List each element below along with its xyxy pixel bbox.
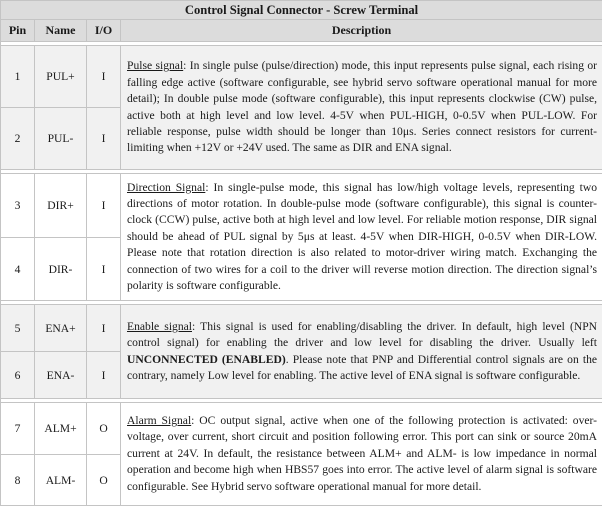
name-cell: ENA+ — [35, 305, 87, 352]
signal-description: : OC output signal, active when one of the following protection is activated: over-voltage, over current, short circuit and position following error. This port can sink or source 20mA current at 24V. In default, the resistance between ALM+ and ALM- is low impedance in normal operation and become high when HBS57 goes into error. The active level of alarm signal is software configurable. See Hybrid servo software operational manual for more detail. — [127, 413, 598, 493]
pin-cell: 4 — [1, 238, 35, 301]
name-cell: DIR+ — [35, 174, 87, 238]
io-cell: I — [87, 108, 121, 170]
table-row — [1, 174, 602, 238]
name-cell: PUL- — [35, 108, 87, 170]
pin-cell: 8 — [1, 455, 35, 506]
io-cell: I — [87, 238, 121, 301]
table-row — [1, 403, 602, 455]
pin-cell: 1 — [1, 46, 35, 108]
signal-label: Direction Signal — [127, 180, 206, 194]
signal-label: Alarm Signal — [127, 413, 192, 427]
signal-description: : This signal is used for enabling/disabling the driver. In default, high level (NPN control signal) for enabling the driver and low level for disabling the driver. Usually left — [127, 319, 598, 350]
pin-cell: 7 — [1, 403, 35, 455]
signal-description: : In single pulse (pulse/direction) mode, this input represents pulse signal, each rising or falling edge active (software configurable, see hybrid servo software operational manual for more detail); In double pulse mode (software configurable), this input represents clockwise (CW) pulse, active both at high level and low level. 4-5V when PUL-HIGH, 0-0.5V when PUL-LOW. For reliable response, pulse width should be longer than 10μs. Series connect resistors for current-limiting when +12V or +24V used. The same as DIR and ENA signal. — [127, 59, 598, 155]
header-io: I/O — [87, 20, 121, 42]
signal-emphasis: UNCONNECTED (ENABLED) — [127, 352, 286, 366]
description-cell — [121, 403, 602, 506]
name-cell: DIR- — [35, 238, 87, 301]
header-row — [1, 20, 602, 42]
description-cell — [121, 174, 602, 301]
signal-label: Enable signal — [127, 319, 192, 333]
pin-cell: 2 — [1, 108, 35, 170]
io-cell: O — [87, 403, 121, 455]
pin-cell: 6 — [1, 352, 35, 399]
table-row — [1, 46, 602, 108]
signal-description-cont: . Please note that PNP and Differential control signals are on the contrary, namely Low level for enabling. The active level of ENA signal is software configurable. — [127, 352, 598, 382]
pin-cell: 3 — [1, 174, 35, 238]
pin-cell: 5 — [1, 305, 35, 352]
table-title-row — [1, 1, 602, 20]
name-cell: ALM- — [35, 455, 87, 506]
header-name: Name — [35, 20, 87, 42]
io-cell: I — [87, 174, 121, 238]
table-row — [1, 305, 602, 352]
header-description: Description — [121, 20, 602, 42]
table-title: Control Signal Connector - Screw Terminal — [1, 1, 602, 20]
io-cell: I — [87, 305, 121, 352]
header-pin: Pin — [1, 20, 35, 42]
io-cell: I — [87, 352, 121, 399]
signal-label: Pulse signal — [127, 59, 184, 73]
description-cell — [121, 305, 602, 399]
description-cell — [121, 46, 602, 170]
io-cell: O — [87, 455, 121, 506]
name-cell: ALM+ — [35, 403, 87, 455]
name-cell: ENA- — [35, 352, 87, 399]
io-cell: I — [87, 46, 121, 108]
name-cell: PUL+ — [35, 46, 87, 108]
signal-description: : In single-pulse mode, this signal has low/high voltage levels, representing two directions of motor rotation. In double-pulse mode (software configurable), this signal is counter-clock (CCW) pulse, active both at high level and low level. For reliable motion response, DIR signal should be ahead of PUL signal by 5μs at least. 4-5V when DIR-HIGH, 0-0.5V when DIR-LOW. Please note that rotation direction is also related to motor-driver wiring match. Exchanging the connection of two wires for a coil to the driver will reverse motion direction. The direction signal’s polarity is software configurable. — [127, 180, 598, 293]
